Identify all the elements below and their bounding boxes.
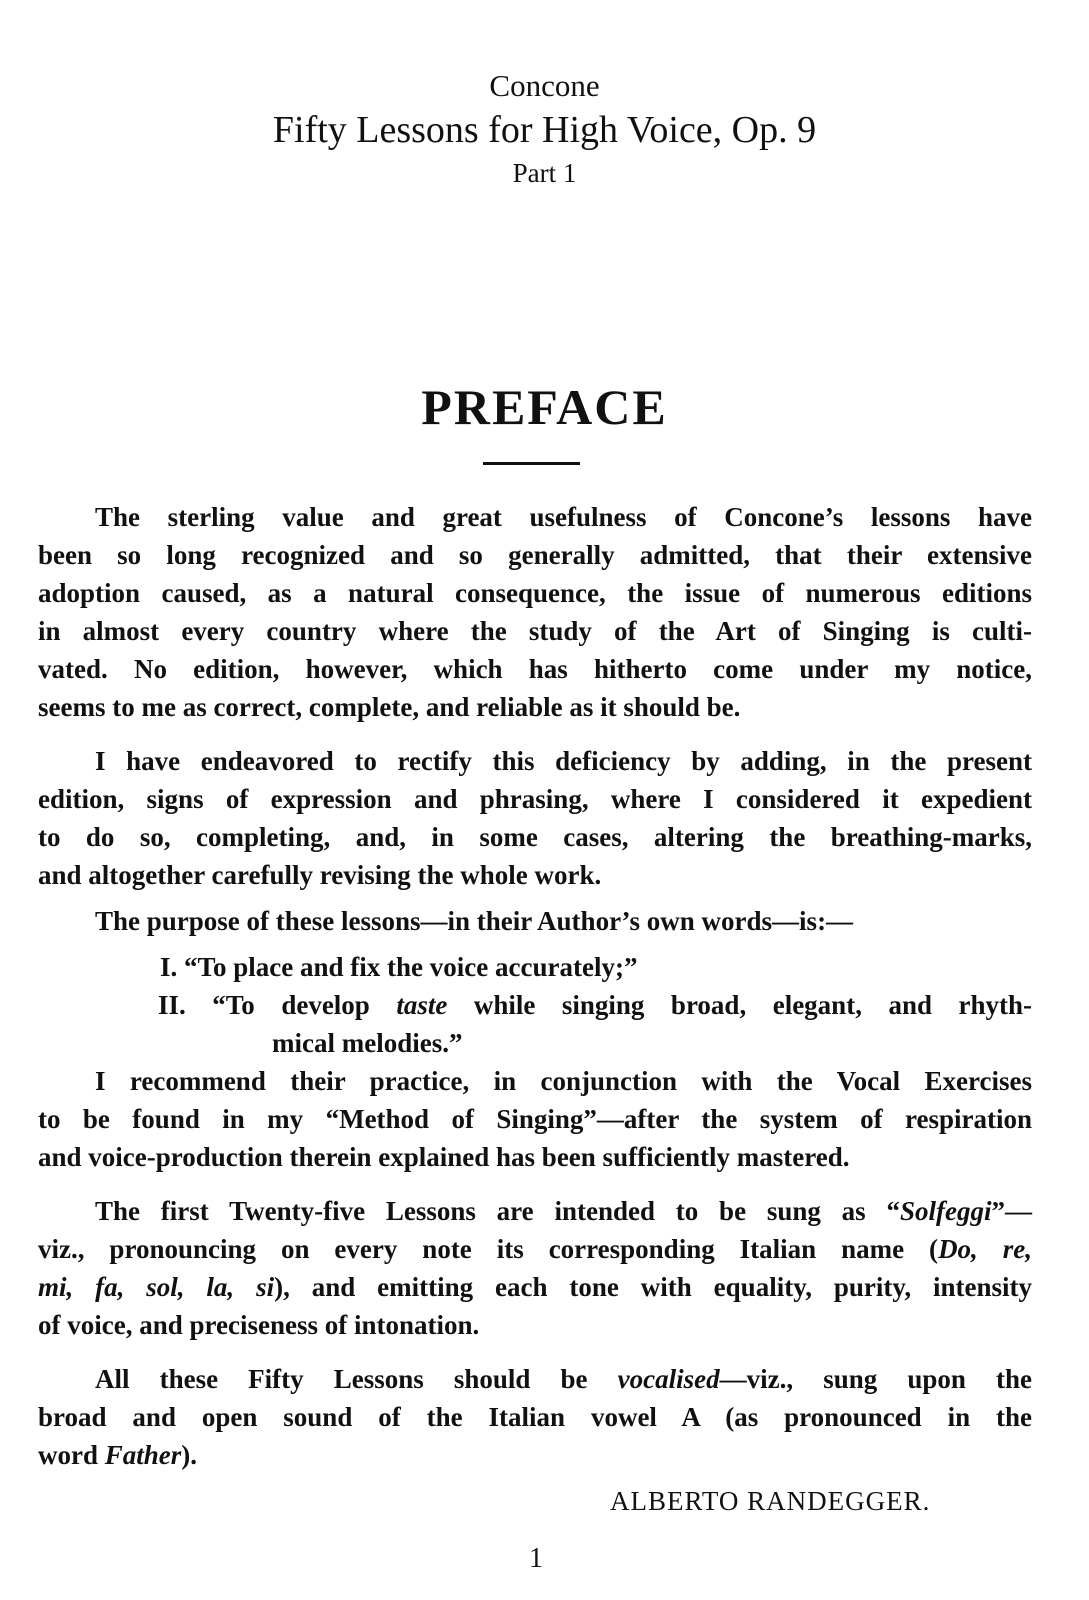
text-line <box>38 1436 1032 1474</box>
text-segment: The purpose of these lessons—in their Author’s own words—is:— <box>95 906 854 936</box>
text-line <box>38 688 1032 726</box>
text-line <box>38 1138 1032 1176</box>
italic-text: Solfeggi <box>900 1196 992 1226</box>
text-line <box>38 818 1032 856</box>
text-line <box>38 1398 1032 1436</box>
text-segment: mical melodies.” <box>272 1028 463 1058</box>
text-line <box>38 1192 1032 1230</box>
text-segment: ), and emitting each tone with equality, purity, intensity <box>274 1272 1033 1302</box>
text-line <box>38 780 1032 818</box>
text-segment: and voice-production therein explained has been sufficiently mastered. <box>38 1142 850 1172</box>
text-line <box>38 1024 1032 1062</box>
text-line <box>38 574 1032 612</box>
preface-body <box>38 498 1032 1490</box>
text-segment: viz., pronouncing on every note its corresponding Italian name ( <box>38 1234 939 1264</box>
paragraph <box>38 902 1032 940</box>
page-heading: PREFACE <box>421 379 668 435</box>
text-line <box>38 1306 1032 1344</box>
text-segment: word <box>38 1440 105 1470</box>
signature: ALBERTO RANDEGGER. <box>610 1486 931 1516</box>
text-segment: to be found in my “Method of Singing”—after the system of respiration <box>38 1104 1032 1134</box>
italic-text: Father <box>104 1440 182 1470</box>
text-segment: ”— <box>991 1196 1032 1226</box>
text-line <box>38 498 1032 536</box>
text-segment: broad and open sound of the Italian vowel A (as pronounced in the <box>38 1402 1032 1432</box>
text-line <box>38 986 1032 1024</box>
page-number: 1 <box>529 1543 543 1574</box>
text-line <box>38 1062 1032 1100</box>
text-segment: in almost every country where the study of the Art of Singing is culti- <box>38 616 1032 646</box>
paragraph <box>38 1192 1032 1344</box>
text-segment: edition, signs of expression and phrasing, where I considered it expedient <box>38 784 1032 814</box>
heading-divider <box>483 462 580 465</box>
italic-text: taste <box>396 990 448 1020</box>
italic-text: mi, fa, sol, la, si <box>38 1272 275 1302</box>
work-title: Fifty Lessons for High Voice, Op. 9 <box>272 109 817 151</box>
text-segment: seems to me as correct, complete, and reliable as it should be. <box>38 692 741 722</box>
text-segment: ). <box>181 1440 198 1470</box>
text-line <box>38 536 1032 574</box>
text-segment: II. “To develop <box>158 990 397 1020</box>
text-segment: and altogether carefully revising the whole work. <box>38 860 602 890</box>
text-segment: been so long recognized and so generally admitted, that their extensive <box>38 540 1032 570</box>
text-line <box>38 1360 1032 1398</box>
italic-text: vocalised <box>617 1364 720 1394</box>
text-segment: I recommend their practice, in conjunction with the Vocal Exercises <box>95 1066 1032 1096</box>
text-segment: to do so, completing, and, in some cases, altering the breathing-marks, <box>38 822 1032 852</box>
text-segment: adoption caused, as a natural consequence, the issue of numerous editions <box>38 578 1032 608</box>
text-line <box>38 742 1032 780</box>
text-line <box>38 650 1032 688</box>
text-segment: The sterling value and great usefulness of Concone’s lessons have <box>95 502 1032 532</box>
text-segment: I. “To place and fix the voice accurately;” <box>160 952 638 982</box>
text-segment: The first Twenty-five Lessons are intended to be sung as “ <box>95 1196 900 1226</box>
text-line <box>38 1230 1032 1268</box>
paragraph <box>38 498 1032 726</box>
text-segment: I have endeavored to rectify this deficiency by adding, in the present <box>95 746 1032 776</box>
text-segment: of voice, and preciseness of intonation. <box>38 1310 480 1340</box>
paragraph <box>38 742 1032 894</box>
text-line <box>38 856 1032 894</box>
text-line <box>38 1268 1032 1306</box>
paragraph <box>38 1360 1032 1474</box>
paragraph <box>38 948 1032 986</box>
part-label: Part 1 <box>512 158 577 188</box>
text-line <box>38 612 1032 650</box>
text-line <box>38 948 1032 986</box>
text-segment: —viz., sung upon the <box>719 1364 1032 1394</box>
text-line <box>38 902 1032 940</box>
text-line <box>38 1100 1032 1138</box>
text-segment: while singing broad, elegant, and rhyth- <box>447 990 1032 1020</box>
paragraph <box>38 986 1032 1062</box>
composer-name: Concone <box>489 68 600 103</box>
italic-text: Do, re, <box>938 1234 1032 1264</box>
paragraph <box>38 1062 1032 1176</box>
text-segment: vated. No edition, however, which has hitherto come under my notice, <box>38 654 1032 684</box>
text-segment: All these Fifty Lessons should be <box>95 1364 618 1394</box>
